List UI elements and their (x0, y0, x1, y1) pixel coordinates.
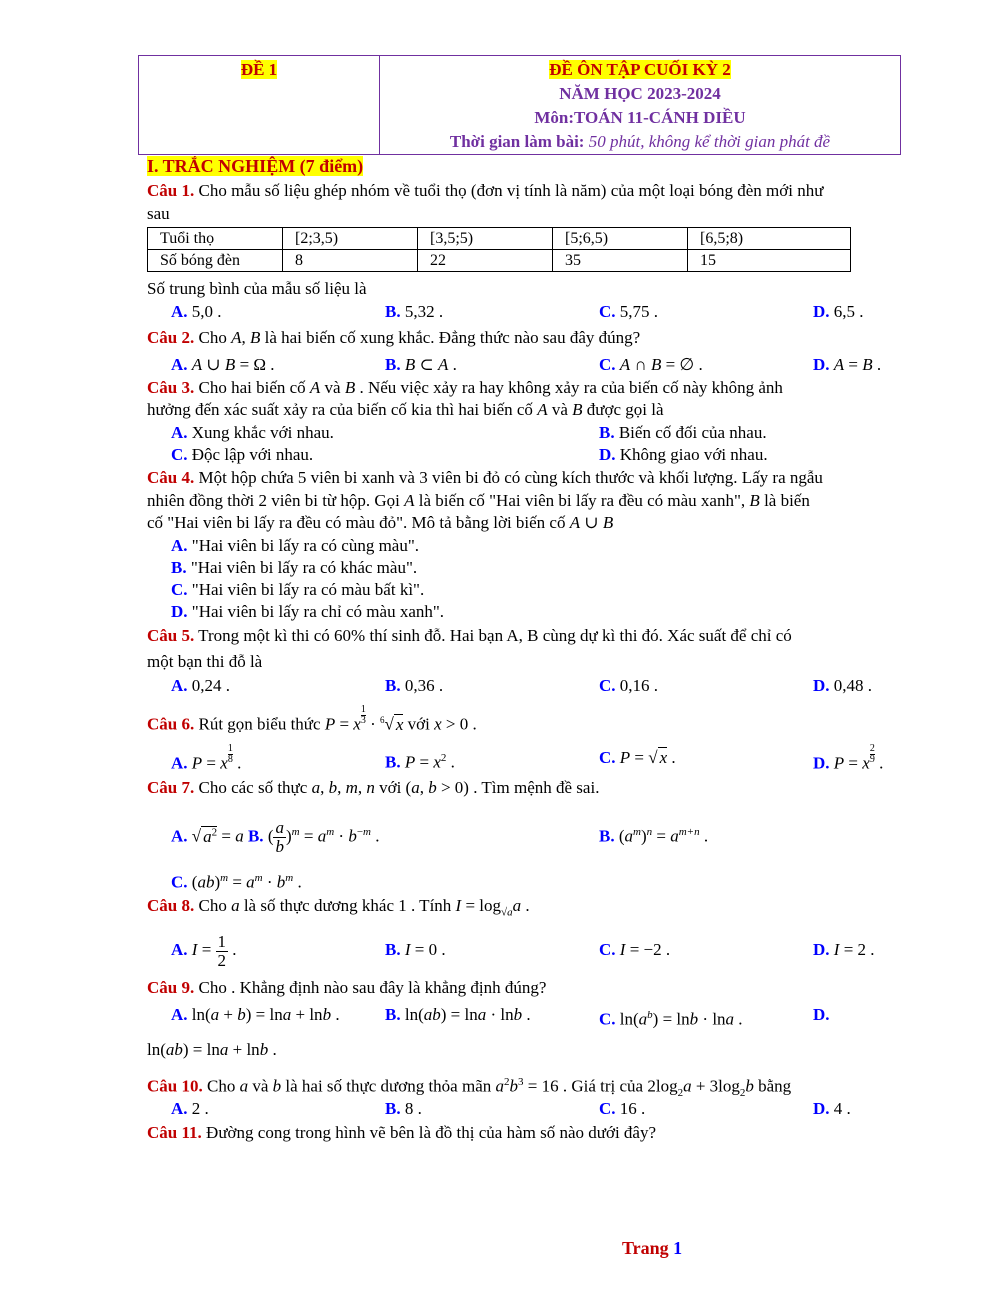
q1-line1: Câu 1. Cho mẫu số liệu ghép nhóm về tuổi thọ (đơn vị tính là năm) của một loại bóng đèn mới như (147, 181, 824, 200)
q7-option-ab: A. √ $a^2 = a$ B. ( $\frac{a}{b}$ )$^m = a^m \cdot b^{-m}$ . (171, 818, 380, 857)
q5-option-a: A. 0,24 . (171, 676, 231, 695)
q3-line1: Câu 3. Cho hai biến cố A và B . Nếu việc xảy ra hay không xảy ra của biến cố này không ảnh (147, 378, 783, 397)
table-cell: [6,5;8) (688, 228, 851, 250)
q1-prompt: Số trung bình của mẫu số liệu là (147, 279, 367, 298)
table-cell: [3,5;5) (418, 228, 553, 250)
q2-text: Câu 2. Cho A, B là hai biến cố xung khắc. Đẳng thức nào sau đây đúng? (147, 328, 641, 347)
q2-option-d: D. A = B . (813, 355, 882, 374)
q5-line2: một bạn thi đỗ là (147, 652, 263, 671)
header-table (138, 55, 901, 155)
q8-option-a: A. I = $\frac{1}{2}$ . (171, 931, 237, 970)
table-row (148, 250, 851, 272)
exam-title: ĐỀ ÔN TẬP CUỐI KỲ 2 (549, 60, 731, 79)
table-cell: 8 (283, 250, 418, 272)
q1-line2: sau (147, 204, 170, 223)
q10-option-a: A. 2 . (171, 1099, 209, 1118)
q5-line1: Câu 5. Trong một kì thi có 60% thí sinh đỗ. Hai bạn A, B cùng dự kì thi đó. Xác suất để chỉ có (147, 626, 792, 645)
subject: Môn:TOÁN 11-CÁNH DIỀU (534, 108, 746, 127)
q8-text: Câu 8. Cho a là số thực dương khác 1 . Tính $I = \log_{√a}a$ . (147, 896, 530, 919)
q8-option-c: C. I = −2 . (599, 940, 671, 959)
q1-option-c: C. 5,75 . (599, 302, 659, 321)
table-cell: [2;3,5) (283, 228, 418, 250)
q2-option-a: A. A ∪ B = Ω . (171, 355, 275, 374)
q4-option-a: A. "Hai viên bi lấy ra có cùng màu". (171, 536, 420, 555)
q5-option-b: B. 0,36 . (385, 676, 444, 695)
q7-option-c: B. $(a^m)^n = a^{m+n}$ . (599, 826, 709, 846)
q6-text: Câu 6. Rút gọn biểu thức P = x $\frac{1}{3}$ · $^6$√ x với x > 0 . (147, 704, 477, 734)
q3-option-b: B. Biến cố đối của nhau. (599, 423, 767, 442)
q6-option-d: D. P = x $\frac{2}{9}$ . (813, 743, 884, 773)
table-cell: 22 (418, 250, 553, 272)
table-cell: [5;6,5) (553, 228, 688, 250)
q3-option-c: C. Độc lập với nhau. (171, 445, 314, 464)
q4-option-b: B. "Hai viên bi lấy ra có khác màu". (171, 558, 418, 577)
q3-option-a: A. Xung khắc với nhau. (171, 423, 334, 442)
q6-option-c: C. P = √ x . (599, 748, 676, 767)
q4-option-d: D. "Hai viên bi lấy ra chỉ có màu xanh". (171, 602, 445, 621)
table-row (148, 228, 851, 250)
q9-option-d: ln(ab) = lna + lnb . (147, 1040, 277, 1059)
q11-text: Câu 11. Đường cong trong hình vẽ bên là đồ thị của hàm số nào dưới đây? (147, 1123, 657, 1142)
page-footer: Trang 1 (622, 1238, 683, 1258)
q3-option-d: D. Không giao với nhau. (599, 445, 768, 464)
time-info: Thời gian làm bài: 50 phút, không kể thời gian phát đề (449, 132, 831, 151)
school-year: NĂM HỌC 2023-2024 (559, 84, 721, 103)
q4-option-c: C. "Hai viên bi lấy ra có màu bất kì". (171, 580, 425, 599)
q9-option-c: C. $\ln(a^b) = \ln b \cdot \ln a$ . (599, 1009, 743, 1029)
q10-text: Câu 10. Cho a và b là hai số thực dương thỏa mãn $a^2b^3 = 16$ . Giá trị của $2\log_2a + 3\log_2b$ bằng (147, 1076, 792, 1100)
q6-option-b: B. $P = x^2$ . (385, 752, 455, 772)
q9-text: Câu 9. Cho . Khẳng định nào sau đây là khẳng định đúng? (147, 978, 547, 997)
q1-option-b: B. 5,32 . (385, 302, 444, 321)
q6-option-a: A. P = x $\frac{1}{8}$ . (171, 743, 242, 773)
q2-option-c: C. A ∩ B = ∅ . (599, 355, 703, 374)
q4-line3: cố "Hai viên bi lấy ra đều có màu đỏ". Mô tả bằng lời biến cố A ∪ B (147, 513, 614, 532)
q4-line2: nhiên đồng thời 2 viên bi từ hộp. Gọi A là biến cố "Hai viên bi lấy ra đều có màu xanh", B là biến (147, 491, 810, 510)
q9-option-b: B. ln(ab) = lna · lnb . (385, 1005, 531, 1024)
section-title: I. TRẮC NGHIỆM (7 điểm) (147, 156, 364, 176)
q2-option-b: B. B ⊂ A . (385, 355, 457, 374)
table-cell: 15 (688, 250, 851, 272)
q1-data-table (147, 227, 851, 272)
table-cell: Tuổi thọ (148, 228, 283, 250)
q9-option-d-label: D. (813, 1005, 830, 1024)
q10-option-b: B. 8 . (385, 1099, 422, 1118)
de-label: ĐỀ 1 (240, 60, 278, 79)
q9-option-a: A. ln(a + b) = lna + lnb . (171, 1005, 340, 1024)
q1-option-a: A. 5,0 . (171, 302, 222, 321)
q5-option-d: D. 0,48 . (813, 676, 873, 695)
q3-line2: hưởng đến xác suất xảy ra của biến cố kia thì hai biến cố A và B được gọi là (147, 400, 664, 419)
q4-line1: Câu 4. Một hộp chứa 5 viên bi xanh và 3 viên bi đỏ có cùng kích thước và khối lượng. Lấy ra ngẫu (147, 468, 823, 487)
q5-option-c: C. 0,16 . (599, 676, 659, 695)
q8-option-d: D. I = 2 . (813, 940, 875, 959)
q1-option-d: D. 6,5 . (813, 302, 864, 321)
table-cell: 35 (553, 250, 688, 272)
q7-option-d: C. $(ab)^m = a^m \cdot b^m$ . (171, 872, 302, 892)
q10-option-c: C. 16 . (599, 1099, 646, 1118)
q8-option-b: B. I = 0 . (385, 940, 446, 959)
table-cell: Số bóng đèn (148, 250, 283, 272)
q7-text: Câu 7. Cho các số thực a, b, m, n với (a, b > 0) . Tìm mệnh đề sai. (147, 778, 600, 797)
q10-option-d: D. 4 . (813, 1099, 851, 1118)
